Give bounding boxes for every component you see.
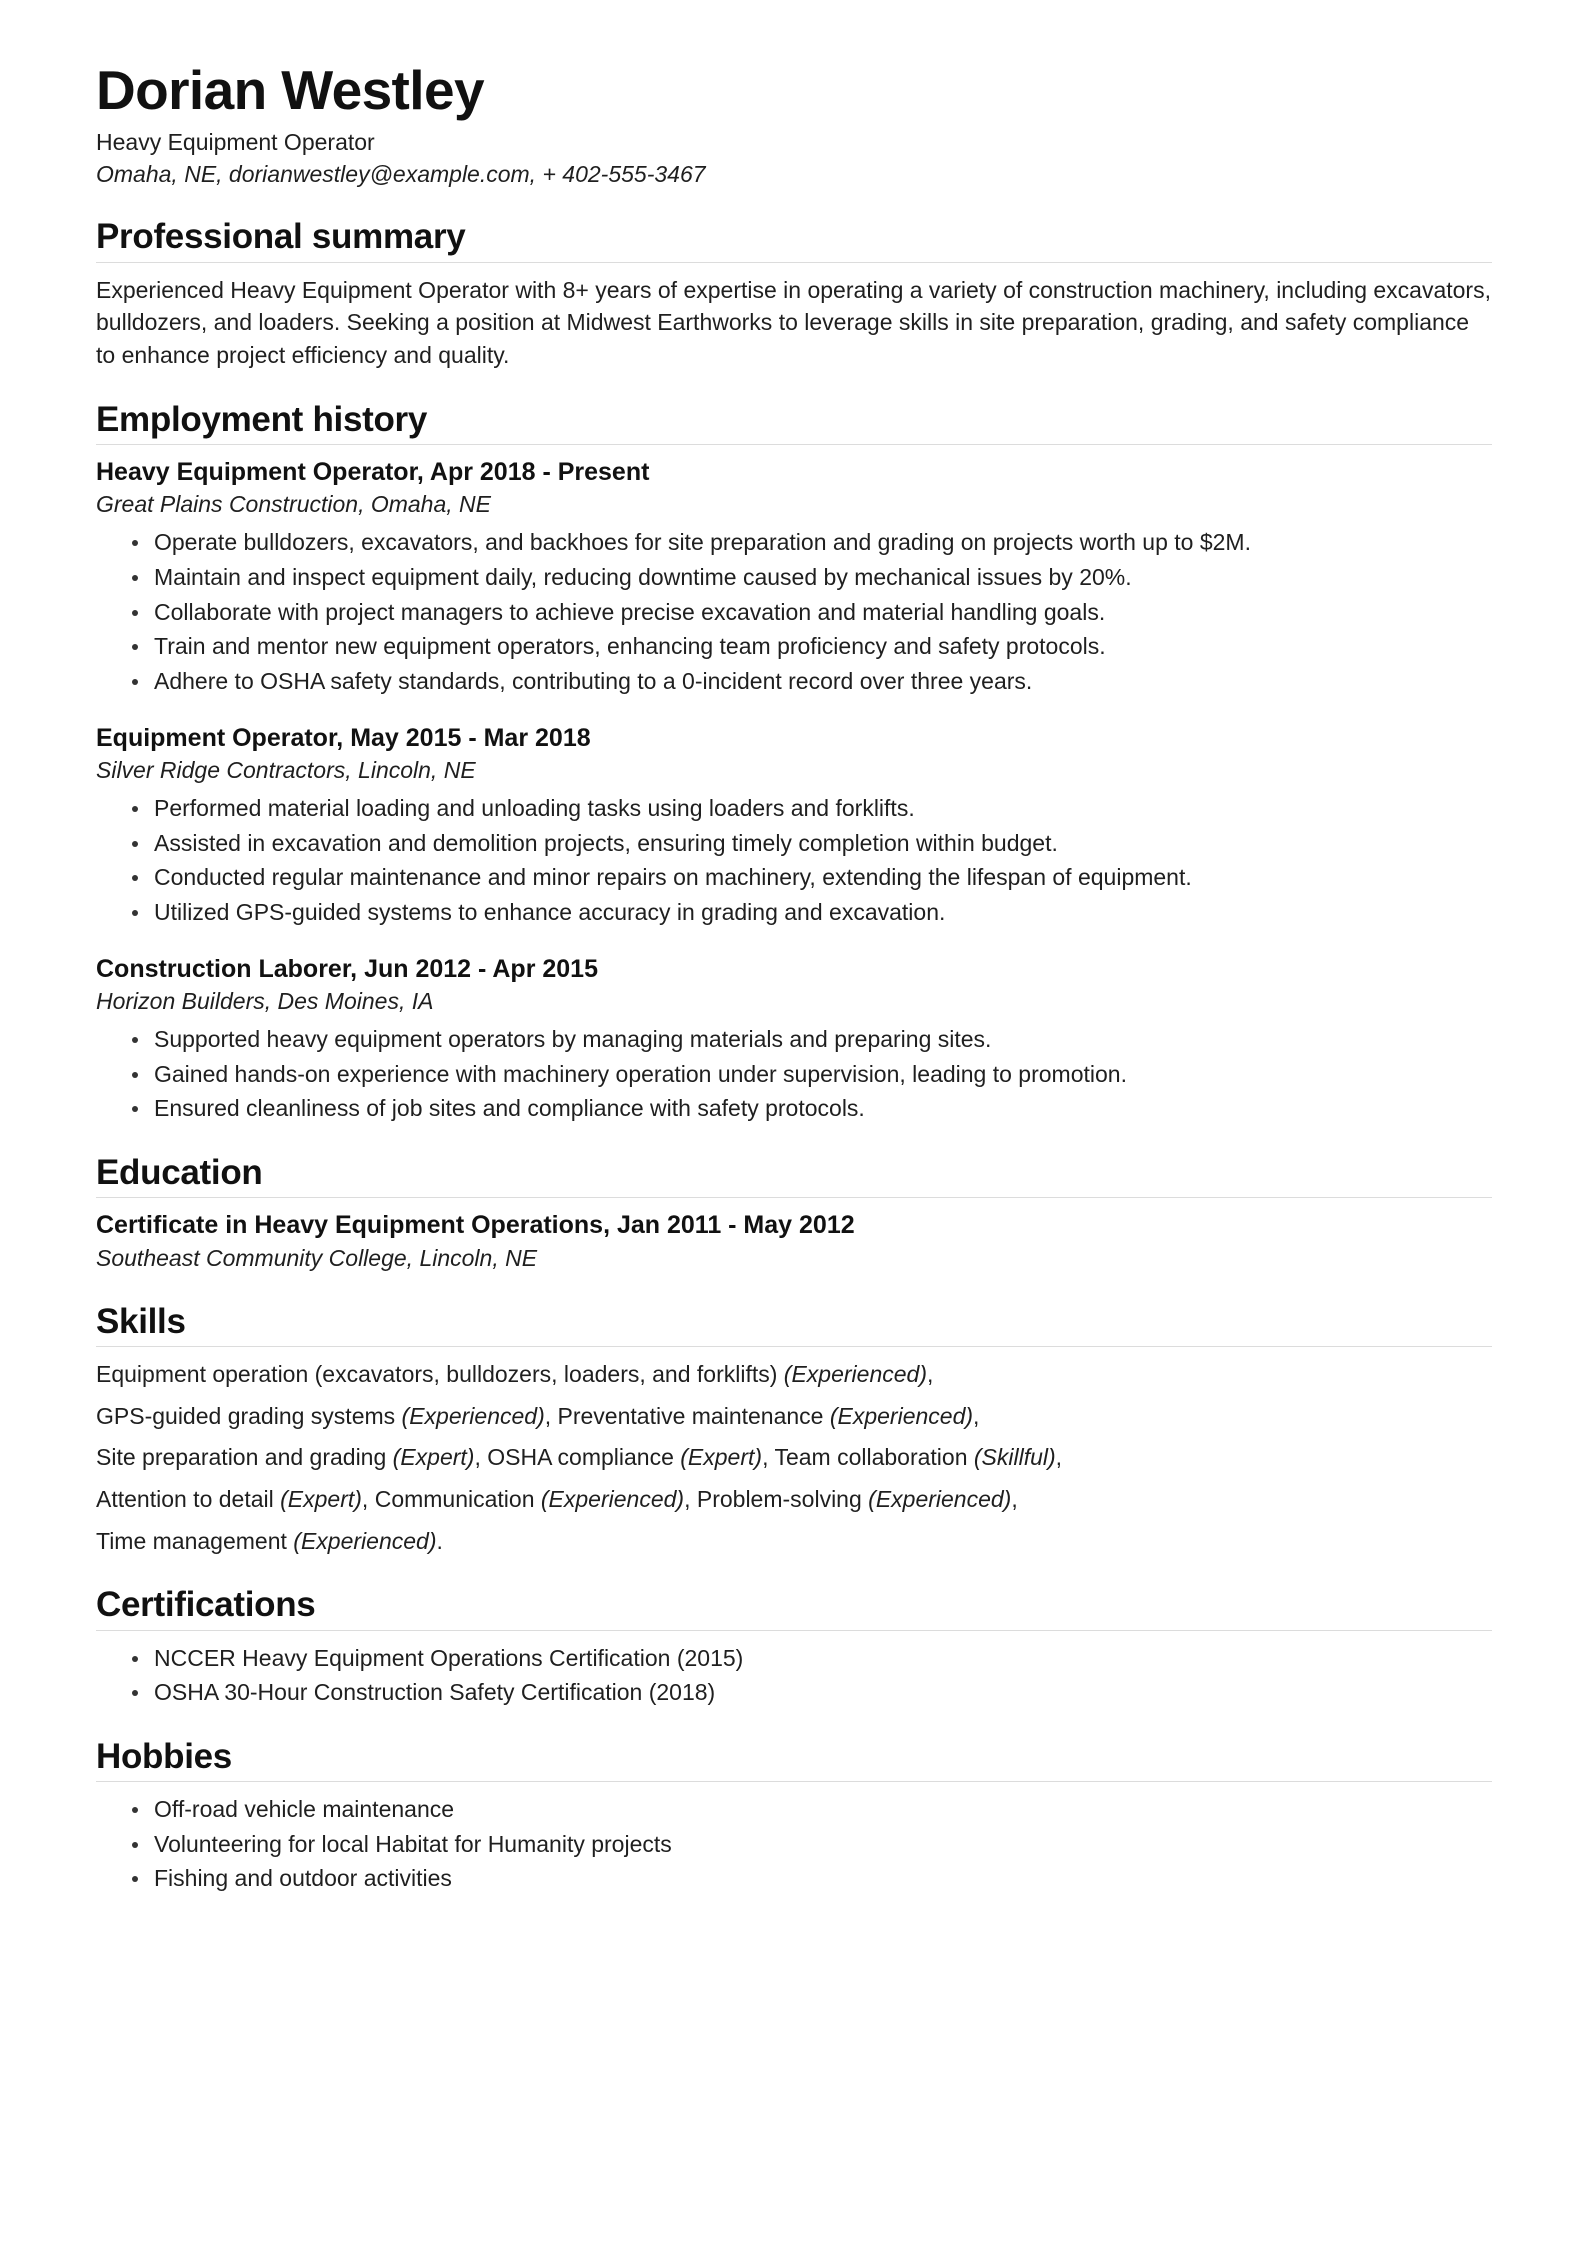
candidate-name: Dorian Westley (96, 59, 484, 121)
skill-separator: , (1055, 1444, 1063, 1471)
skill-level: (Expert) (680, 1444, 763, 1471)
section-divider (96, 1197, 1492, 1198)
employment-bullet: Operate bulldozers, excavators, and backhoes for site preparation and grading on projects worth up to $2M. (132, 526, 1492, 559)
section-heading-certifications: Certifications (96, 1585, 316, 1625)
skill-separator: , (973, 1402, 980, 1429)
section-divider (96, 1781, 1492, 1782)
skill-separator: , (684, 1485, 697, 1512)
skill-level: (Skillful) (973, 1444, 1056, 1471)
education-entry-title: Certificate in Heavy Equipment Operations, Jan 2011 - May 2012 (96, 1211, 855, 1240)
employment-bullet: Gained hands-on experience with machinery operation under supervision, leading to promotion. (132, 1058, 1492, 1091)
candidate-job-title: Heavy Equipment Operator (96, 128, 375, 155)
hobby-item: Off-road vehicle maintenance (132, 1793, 1492, 1826)
skill-level: (Experienced) (783, 1360, 927, 1387)
skill-level: (Experienced) (868, 1485, 1012, 1512)
skill-name: Site preparation and grading (96, 1444, 387, 1471)
employment-bullet: Maintain and inspect equipment daily, reducing downtime caused by mechanical issues by 20%. (132, 561, 1492, 594)
skills-line (96, 1441, 1492, 1474)
skill-level: (Experienced) (829, 1402, 974, 1429)
certification-item: OSHA 30-Hour Construction Safety Certification (2018) (132, 1676, 1492, 1709)
employment-entry (96, 953, 1492, 1125)
skill-name: OSHA compliance (487, 1444, 674, 1471)
employment-bullet: Assisted in excavation and demolition projects, ensuring timely completion within budget. (132, 827, 1492, 860)
skill-name: Equipment operation (excavators, bulldozers, loaders, and forklifts) (96, 1360, 778, 1387)
section-divider (96, 444, 1492, 445)
employment-bullet: Train and mentor new equipment operators, enhancing team proficiency and safety protocols. (132, 630, 1492, 663)
employment-bullet-list (96, 526, 1492, 697)
section-heading-professional-summary: Professional summary (96, 217, 466, 257)
employment-bullet: Collaborate with project managers to achieve precise excavation and material handling goals. (132, 596, 1492, 629)
skill-level: (Experienced) (293, 1527, 437, 1554)
employment-entry-title: Construction Laborer, Jun 2012 - Apr 2015 (96, 954, 598, 983)
skill-name: GPS-guided grading systems (96, 1402, 396, 1429)
skills-line (96, 1525, 1492, 1558)
employment-bullet-list (96, 1023, 1492, 1125)
skill-name: Attention to detail (96, 1485, 274, 1512)
employment-bullet-list (96, 792, 1492, 929)
employment-entry (96, 456, 1492, 698)
employment-entry-company: Silver Ridge Contractors, Lincoln, NE (96, 757, 476, 784)
education-entry (96, 1209, 1492, 1273)
skill-separator: , (474, 1444, 488, 1471)
skill-level: (Experienced) (540, 1485, 685, 1512)
skill-level: (Expert) (392, 1444, 475, 1471)
skill-name: Preventative maintenance (557, 1402, 824, 1429)
section-divider (96, 1346, 1492, 1347)
skill-level: (Expert) (280, 1485, 362, 1512)
employment-entry-company: Great Plains Construction, Omaha, NE (96, 491, 491, 518)
employment-entry-list (96, 456, 1492, 1125)
hobby-item: Fishing and outdoor activities (132, 1862, 1492, 1895)
employment-entry-title: Heavy Equipment Operator, Apr 2018 - Present (96, 457, 650, 486)
skills-list (96, 1358, 1492, 1557)
section-hobbies (96, 1736, 1492, 1895)
skill-separator: , (544, 1402, 558, 1429)
skills-line (96, 1400, 1492, 1433)
hobby-item: Volunteering for local Habitat for Humanity projects (132, 1828, 1492, 1861)
skill-name: Team collaboration (774, 1444, 968, 1471)
employment-bullet: Conducted regular maintenance and minor repairs on machinery, extending the lifespan of equipment. (132, 861, 1492, 894)
skill-separator: , (361, 1485, 375, 1512)
skill-separator: . (436, 1527, 443, 1554)
skill-separator: , (762, 1444, 775, 1471)
candidate-contact-line: Omaha, NE, dorianwestley@example.com, + 402-555-3467 (96, 160, 706, 187)
skills-line (96, 1358, 1492, 1391)
section-divider (96, 262, 1492, 263)
professional-summary-text: Experienced Heavy Equipment Operator with 8+ years of expertise in operating a variety of construction machinery, including excavators, bulldozers, and loaders. Seeking a position at Midwest Earthworks to leverage skills in site preparation, grading, and safety compliance to enhance project efficiency and quality. (96, 276, 1491, 368)
certification-item: NCCER Heavy Equipment Operations Certification (2015) (132, 1642, 1492, 1675)
employment-bullet: Utilized GPS-guided systems to enhance accuracy in grading and excavation. (132, 896, 1492, 929)
section-employment-history (96, 399, 1492, 1125)
section-heading-hobbies: Hobbies (96, 1736, 232, 1776)
skill-separator: , (926, 1360, 934, 1387)
employment-bullet: Supported heavy equipment operators by managing materials and preparing sites. (132, 1023, 1492, 1056)
skill-name: Problem-solving (696, 1485, 862, 1512)
certifications-list (96, 1642, 1492, 1709)
section-skills (96, 1301, 1492, 1558)
section-education (96, 1152, 1492, 1274)
employment-bullet: Adhere to OSHA safety standards, contributing to a 0-incident record over three years. (132, 665, 1492, 698)
employment-bullet: Ensured cleanliness of job sites and compliance with safety protocols. (132, 1092, 1492, 1125)
section-heading-employment-history: Employment history (96, 399, 428, 439)
skill-name: Time management (96, 1527, 287, 1554)
resume-header (96, 59, 1492, 189)
education-entry-list (96, 1209, 1492, 1273)
section-professional-summary (96, 216, 1492, 371)
skill-level: (Experienced) (401, 1402, 545, 1429)
skill-separator: , (1011, 1485, 1018, 1512)
employment-bullet: Performed material loading and unloading tasks using loaders and forklifts. (132, 792, 1492, 825)
employment-entry (96, 722, 1492, 929)
section-divider (96, 1630, 1492, 1631)
section-certifications (96, 1584, 1492, 1709)
section-heading-education: Education (96, 1153, 263, 1192)
hobbies-list (96, 1793, 1492, 1895)
employment-entry-title: Equipment Operator, May 2015 - Mar 2018 (96, 723, 591, 752)
skill-name: Communication (374, 1485, 535, 1512)
education-entry-school: Southeast Community College, Lincoln, NE (96, 1244, 538, 1271)
skills-line (96, 1483, 1492, 1516)
section-heading-skills: Skills (96, 1301, 186, 1341)
employment-entry-company: Horizon Builders, Des Moines, IA (96, 988, 434, 1015)
